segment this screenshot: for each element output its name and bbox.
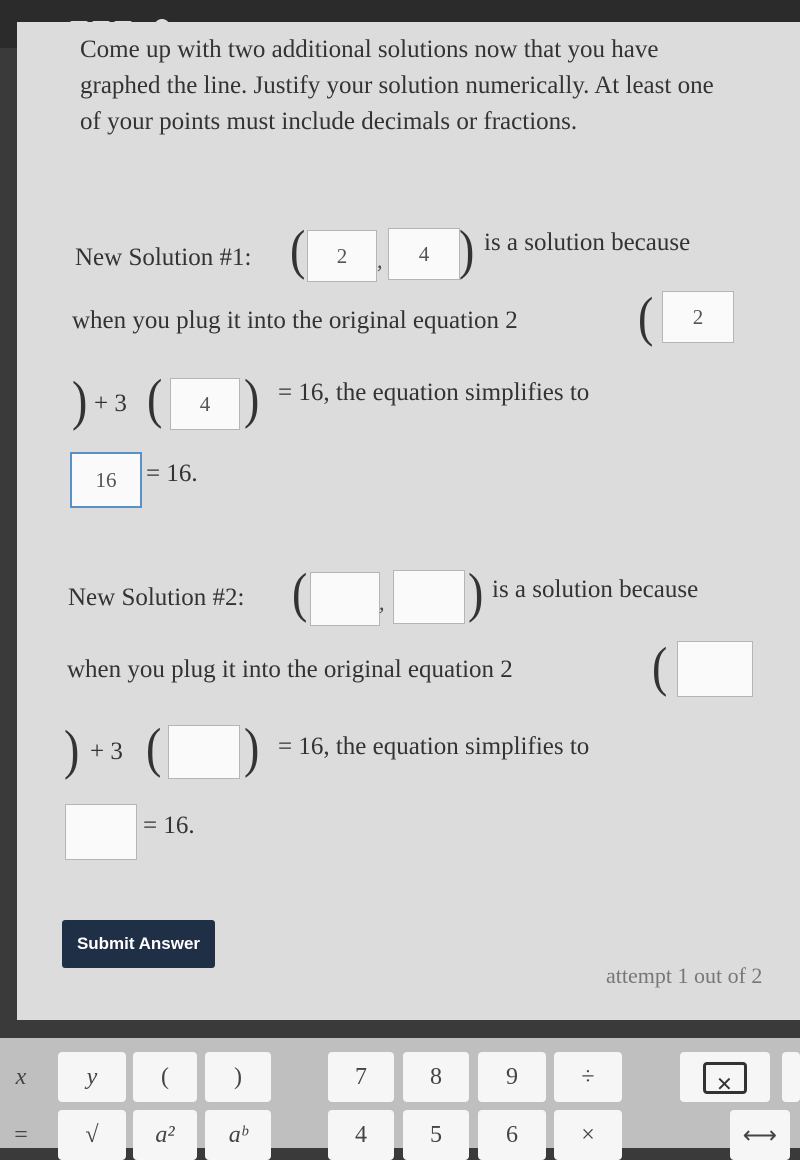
math-keyboard bbox=[0, 1038, 800, 1148]
key-y[interactable]: y bbox=[58, 1052, 126, 1102]
key-divide[interactable]: ÷ bbox=[554, 1052, 622, 1102]
question-page bbox=[17, 22, 800, 1020]
solution1-because: is a solution because bbox=[484, 229, 691, 256]
solution1-x-input[interactable]: 2 bbox=[307, 230, 377, 282]
solution1-result-input[interactable]: 16 bbox=[70, 452, 142, 508]
key-5[interactable]: 5 bbox=[403, 1110, 469, 1160]
solution1-label: New Solution #1: bbox=[75, 244, 252, 271]
plus-three: + 3 bbox=[94, 390, 127, 417]
key-open-paren[interactable]: ( bbox=[133, 1052, 197, 1102]
solution2-because: is a solution because bbox=[492, 576, 699, 603]
solution2-x-eq-input[interactable] bbox=[677, 641, 753, 697]
close-paren: ) bbox=[244, 367, 260, 429]
question-prompt: Come up with two additional solutions now that you have graphed the line. Justify your solution numerically. At least one of your points must include decimals or fractions. bbox=[80, 36, 714, 135]
cursor-move-icon[interactable]: ⟷ bbox=[730, 1110, 790, 1160]
solution2-y-eq-input[interactable] bbox=[168, 725, 240, 779]
comma: , bbox=[377, 248, 383, 273]
solution2-result-rest: = 16. bbox=[143, 812, 195, 839]
close-paren: ) bbox=[468, 561, 484, 623]
solution2-plug-text: when you plug it into the original equation 2 bbox=[67, 656, 513, 683]
solution2-x-input[interactable] bbox=[310, 572, 380, 626]
solution2-result-input[interactable] bbox=[65, 804, 137, 860]
close-paren: ) bbox=[72, 369, 88, 431]
key-partial[interactable] bbox=[782, 1052, 800, 1102]
key-6[interactable]: 6 bbox=[478, 1110, 546, 1160]
solution1-y-eq-input[interactable]: 4 bbox=[170, 378, 240, 430]
open-paren: ( bbox=[292, 561, 308, 623]
key-power[interactable]: aᵇ bbox=[205, 1110, 271, 1160]
key-4[interactable]: 4 bbox=[328, 1110, 394, 1160]
close-paren: ) bbox=[244, 716, 260, 778]
backspace-icon bbox=[703, 1062, 747, 1094]
solution1-y-input[interactable]: 4 bbox=[388, 228, 460, 280]
key-8[interactable]: 8 bbox=[403, 1052, 469, 1102]
backspace-button[interactable] bbox=[680, 1052, 770, 1102]
key-x[interactable]: x bbox=[15, 1064, 27, 1090]
key-equals[interactable]: = bbox=[14, 1122, 28, 1148]
solution1-plug-text: when you plug it into the original equation 2 bbox=[72, 307, 518, 334]
key-close-paren[interactable]: ) bbox=[205, 1052, 271, 1102]
key-multiply[interactable]: × bbox=[554, 1110, 622, 1160]
key-sqrt[interactable]: √ bbox=[58, 1110, 126, 1160]
solution2-eq-rest: = 16, the equation simplifies to bbox=[278, 733, 590, 760]
open-paren: ( bbox=[638, 285, 654, 347]
attempt-counter: attempt 1 out of 2 bbox=[606, 963, 763, 988]
open-paren: ( bbox=[146, 716, 162, 778]
solution1-x-eq-input[interactable]: 2 bbox=[662, 291, 734, 343]
key-9[interactable]: 9 bbox=[478, 1052, 546, 1102]
open-paren: ( bbox=[147, 367, 163, 429]
key-7[interactable]: 7 bbox=[328, 1052, 394, 1102]
close-paren: ) bbox=[64, 718, 80, 780]
close-paren: ) bbox=[459, 218, 475, 280]
solution1-result-rest: = 16. bbox=[146, 460, 198, 487]
key-square[interactable]: a² bbox=[133, 1110, 197, 1160]
solution2-y-input[interactable] bbox=[393, 570, 465, 624]
open-paren: ( bbox=[290, 218, 306, 280]
open-paren: ( bbox=[652, 635, 668, 697]
solution1-eq-rest: = 16, the equation simplifies to bbox=[278, 379, 590, 406]
solution2-label: New Solution #2: bbox=[68, 584, 245, 611]
comma: , bbox=[379, 590, 385, 615]
plus-three: + 3 bbox=[90, 738, 123, 765]
submit-answer-button[interactable]: Submit Answer bbox=[62, 920, 215, 968]
